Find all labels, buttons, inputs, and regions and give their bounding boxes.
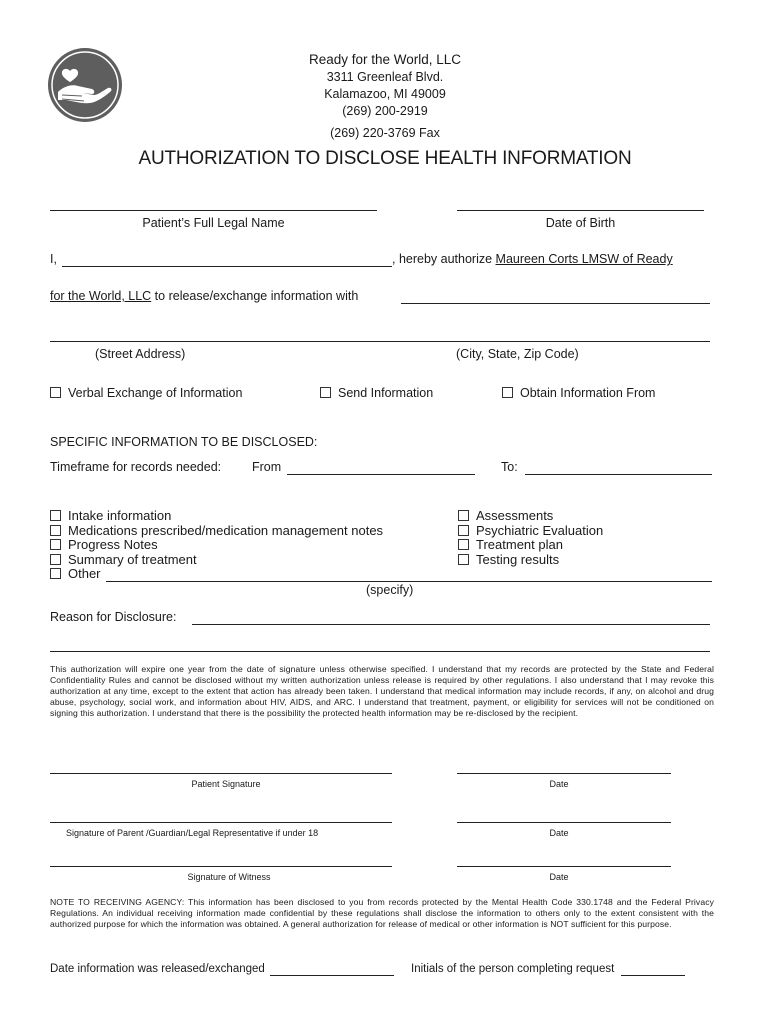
i-prefix: I,: [50, 252, 57, 266]
dob-field[interactable]: [457, 210, 704, 211]
checkbox-icon[interactable]: [50, 525, 61, 536]
page-title: AUTHORIZATION TO DISCLOSE HEALTH INFORMATION: [138, 148, 632, 169]
checklist-item-intake[interactable]: Intake information: [50, 509, 383, 524]
checklist-item-testing-results[interactable]: Testing results: [458, 553, 603, 568]
checklist-item-other[interactable]: Other: [50, 567, 383, 582]
parent-signature-label: Signature of Parent /Guardian/Legal Representative if under 18: [66, 828, 319, 838]
org-phone: (269) 200-2919: [342, 104, 428, 118]
witness-signature-date-field[interactable]: [457, 866, 671, 867]
reason-label: Reason for Disclosure:: [50, 610, 177, 624]
patient-name-label: Patient’s Full Legal Name: [142, 216, 285, 230]
org-fax: (269) 220-3769 Fax: [330, 126, 440, 140]
to-label: To:: [501, 460, 518, 474]
to-date-field[interactable]: [525, 474, 712, 475]
patient-date-label: Date: [549, 779, 569, 789]
checkbox-icon[interactable]: [50, 554, 61, 565]
org-city: Kalamazoo, MI 49009: [324, 87, 446, 101]
city-state-zip-label: (City, State, Zip Code): [456, 347, 579, 361]
checkbox-icon[interactable]: [458, 525, 469, 536]
checkbox-icon[interactable]: [458, 554, 469, 565]
checklist-item-summary[interactable]: Summary of treatment: [50, 553, 383, 568]
checkbox-icon[interactable]: [502, 387, 513, 398]
patient-signature-label: Patient Signature: [191, 779, 261, 789]
witness-date-label: Date: [549, 872, 569, 882]
release-statement: for the World, LLC to release/exchange information with: [50, 289, 359, 303]
reason-field-line-2[interactable]: [50, 651, 710, 652]
checklist-item-treatment-plan[interactable]: Treatment plan: [458, 538, 603, 553]
authorize-statement: , hereby authorize Maureen Corts LMSW of Ready: [392, 252, 673, 266]
initials-label: Initials of the person completing request: [411, 963, 615, 975]
checkbox-icon[interactable]: [50, 510, 61, 521]
street-label: (Street Address): [95, 347, 186, 361]
checkbox-icon[interactable]: [320, 387, 331, 398]
specific-info-heading: SPECIFIC INFORMATION TO BE DISCLOSED:: [50, 435, 318, 449]
from-label: From: [252, 460, 282, 474]
checkbox-icon[interactable]: [50, 387, 61, 398]
checklist-item-progress-notes[interactable]: Progress Notes: [50, 538, 383, 553]
left-checklist: [50, 509, 383, 582]
timeframe-label: Timeframe for records needed:: [50, 460, 222, 474]
date-released-field[interactable]: [270, 975, 394, 976]
org-name: Ready for the World, LLC: [308, 52, 462, 67]
witness-signature-label: Signature of Witness: [187, 872, 271, 882]
other-specify-field[interactable]: [106, 581, 712, 582]
parent-signature-date-field[interactable]: [457, 822, 671, 823]
right-checklist: [458, 509, 603, 567]
authorizer-field[interactable]: [62, 266, 392, 267]
option-obtain-information[interactable]: Obtain Information From: [502, 386, 655, 400]
checklist-item-assessments[interactable]: Assessments: [458, 509, 603, 524]
checklist-item-psychiatric-evaluation[interactable]: Psychiatric Evaluation: [458, 524, 603, 539]
receiving-agency-note: NOTE TO RECEIVING AGENCY: This information has been disclosed to you from records protected by the Mental Health Code 330.1748 and the Federal Privacy Regulations. An individual receiving information made confidential by these regulations shall disclose the information to others only to the extent consistent with the authorized purpose for which the information was obtained. A general authorization for release of medical or other information is NOT sufficient for this purpose.: [50, 897, 714, 929]
parent-date-label: Date: [549, 828, 569, 838]
checkbox-icon[interactable]: [50, 539, 61, 550]
checklist-item-medications[interactable]: Medications prescribed/medication management notes: [50, 524, 383, 539]
specify-label: (specify): [366, 583, 414, 597]
disclaimer-text: This authorization will expire one year from the date of signature unless otherwise specified. I understand that my records are protected by the State and Federal Confidentiality Rules and cannot be disclosed without my written authorization unless release is required by other regulations. I also understand that I may revoke this authorization at any time, except to the extent that action has already been taken. I understand that medical information may include records, if any, on alcohol and drug abuse, psychology, social work, and information about HIV, AIDS, and ARC. I understand that treatment, payment, or eligibility for services will not be conditioned on signing this authorization. I understand that there is the possibility the protected health information may be re-disclosed by the recipient.: [50, 664, 714, 718]
from-date-field[interactable]: [287, 474, 475, 475]
option-verbal-exchange[interactable]: Verbal Exchange of Information: [50, 386, 242, 400]
checkbox-icon[interactable]: [50, 568, 61, 579]
org-address: 3311 Greenleaf Blvd.: [326, 70, 444, 84]
reason-field[interactable]: [192, 624, 710, 625]
checkbox-icon[interactable]: [458, 510, 469, 521]
parent-signature-field[interactable]: [50, 822, 392, 823]
patient-signature-date-field[interactable]: [457, 773, 671, 774]
date-released-label: Date information was released/exchanged: [50, 963, 265, 975]
address-field[interactable]: [50, 341, 710, 342]
option-send-information[interactable]: Send Information: [320, 386, 433, 400]
patient-signature-field[interactable]: [50, 773, 392, 774]
recipient-field[interactable]: [401, 303, 710, 304]
checkbox-icon[interactable]: [458, 539, 469, 550]
witness-signature-field[interactable]: [50, 866, 392, 867]
patient-name-field[interactable]: [50, 210, 377, 211]
dob-label: Date of Birth: [545, 216, 616, 230]
initials-field[interactable]: [621, 975, 685, 976]
